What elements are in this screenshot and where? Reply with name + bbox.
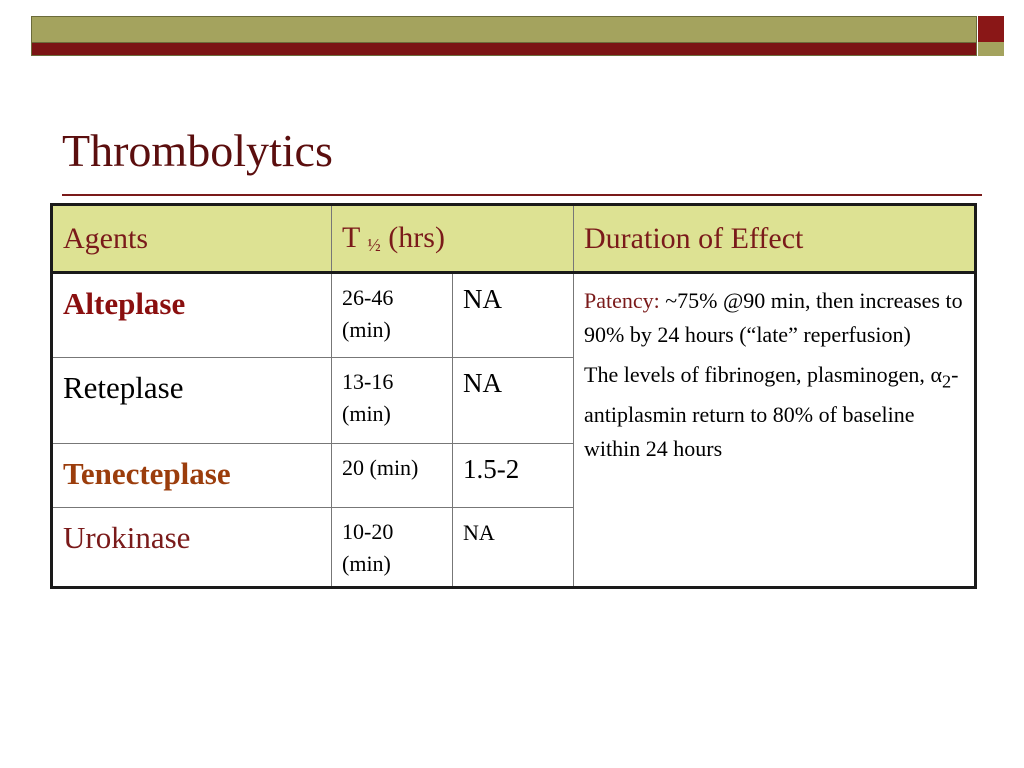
header-duration (574, 205, 976, 273)
patency-label: Patency: (584, 288, 660, 313)
alpha-symbol: α (930, 362, 942, 387)
alpha-subscript: 2 (941, 371, 952, 392)
levels-text-before: The levels of fibrinogen, plasminogen, (584, 362, 925, 387)
table-row (52, 273, 976, 358)
header-agents (52, 205, 332, 273)
top-decorative-bar (31, 16, 977, 56)
patency-text: ~75% @90 min, then increases to 90% by 24 hours (“late” reperfusion) (584, 288, 963, 347)
header-thalf-unit: (hrs) (388, 221, 445, 254)
thalf-cell (332, 273, 453, 358)
thalf-value: 26-46 (342, 285, 394, 310)
na-cell: NA (453, 358, 574, 444)
agent-cell: Reteplase (52, 358, 332, 444)
corner-olive-square (978, 42, 1004, 56)
top-bar-red-stripe (32, 43, 976, 55)
thalf-unit: (min) (342, 317, 391, 342)
header-thalf-prefix: T (342, 221, 360, 254)
agent-cell: Alteplase (52, 273, 332, 358)
thalf-unit: (min) (342, 401, 391, 426)
thalf-unit: (min) (342, 551, 391, 576)
levels-paragraph (584, 358, 964, 466)
thalf-value: 10-20 (342, 519, 394, 544)
thalf-cell (332, 508, 453, 588)
na-cell: 1.5-2 (453, 444, 574, 508)
header-thalf (332, 205, 574, 273)
levels-text-after: -antiplasmin return to 80% of baseline within 24 hours (584, 362, 959, 462)
patency-paragraph (584, 284, 964, 352)
thalf-cell (332, 358, 453, 444)
agent-cell: Tenecteplase (52, 444, 332, 508)
top-bar-olive-stripe (32, 17, 976, 43)
title-divider (62, 194, 982, 196)
duration-cell (574, 273, 976, 588)
corner-red-square (978, 16, 1004, 42)
thalf-cell (332, 444, 453, 508)
header-agents-label: Agents (63, 221, 148, 255)
thalf-value: 13-16 (342, 369, 394, 394)
na-cell: NA (453, 273, 574, 358)
thalf-value: 20 (min) (342, 455, 419, 480)
na-cell: NA (453, 508, 574, 588)
thrombolytics-table (50, 203, 977, 589)
slide-title: Thrombolytics (62, 125, 333, 176)
header-thalf-sub: ½ (367, 235, 381, 255)
agent-cell: Urokinase (52, 508, 332, 588)
table-header-row (52, 205, 976, 273)
header-duration-label: Duration of Effect (584, 221, 804, 255)
